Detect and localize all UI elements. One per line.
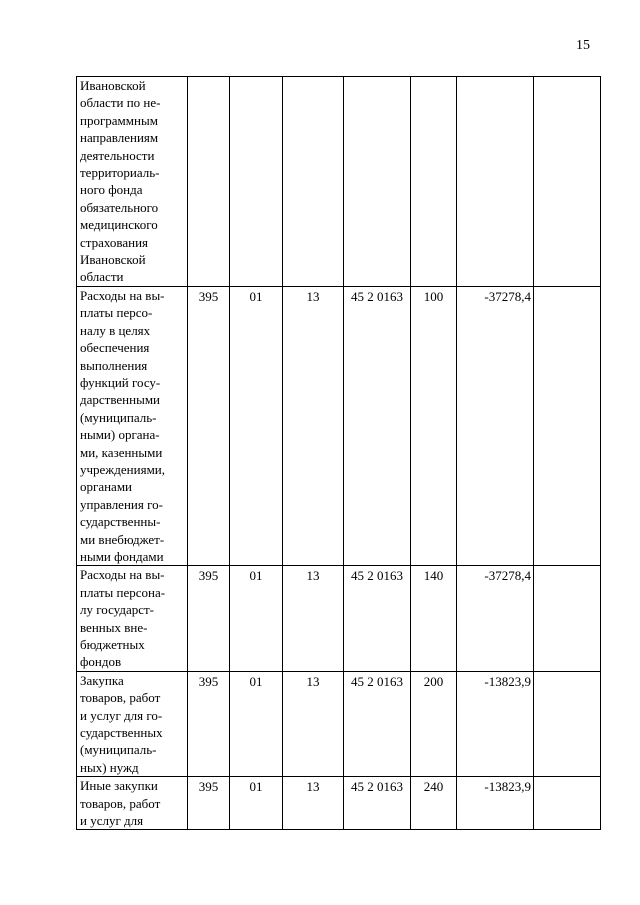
podrazdel-cell: 13 <box>283 566 344 671</box>
item-name-line: налу в целях <box>80 322 151 338</box>
amount-cell: -37278,4 <box>457 286 534 566</box>
item-name-line: обеспечения <box>80 340 150 356</box>
podrazdel-cell: 13 <box>283 671 344 776</box>
table-row <box>77 77 601 287</box>
item-name-line: Иные закупки <box>80 778 158 794</box>
ved-code-cell <box>188 77 230 287</box>
amount-cell: -37278,4 <box>457 566 534 671</box>
amount-cell: -13823,9 <box>457 671 534 776</box>
item-name-line: направлениям <box>80 130 159 146</box>
item-name-line: товаров, работ <box>80 690 161 706</box>
target-article-cell: 45 2 0163 <box>344 777 411 830</box>
item-name-line: учреждениями, <box>80 461 166 477</box>
item-name-line: программным <box>80 112 158 128</box>
expense-type-cell: 200 <box>411 671 457 776</box>
item-name-line: сударственных <box>80 725 163 741</box>
item-name-line: обязательного <box>80 199 159 215</box>
empty-cell <box>534 566 601 671</box>
item-name-cell <box>77 671 188 776</box>
item-name-line: сударственны- <box>80 514 161 530</box>
item-name-line: ных) нужд <box>80 759 139 775</box>
item-name-line: (муниципаль- <box>80 409 157 425</box>
item-name-line: и услуг для <box>80 813 144 829</box>
item-name-line: выполнения <box>80 357 148 373</box>
target-article-cell <box>344 77 411 287</box>
empty-cell <box>534 777 601 830</box>
target-article-cell: 45 2 0163 <box>344 566 411 671</box>
item-name-cell <box>77 77 188 287</box>
item-name-line: бюджетных <box>80 637 145 652</box>
amount-cell: -13823,9 <box>457 777 534 830</box>
expense-type-cell: 240 <box>411 777 457 830</box>
expense-type-cell <box>411 77 457 287</box>
item-name-cell <box>77 777 188 830</box>
razdel-cell <box>230 77 283 287</box>
item-name-line: фондов <box>80 654 122 670</box>
item-name-line: товаров, работ <box>80 795 161 811</box>
table-row <box>77 777 601 830</box>
item-name-cell <box>77 566 188 671</box>
target-article-cell: 45 2 0163 <box>344 671 411 776</box>
item-name-line: деятельности <box>80 147 155 163</box>
item-name-line: платы персона- <box>80 584 166 600</box>
table-row <box>77 286 601 566</box>
item-name-line: Закупка <box>80 672 124 688</box>
ved-code-cell: 395 <box>188 286 230 566</box>
item-name-line: органами <box>80 479 133 495</box>
expense-type-cell: 140 <box>411 566 457 671</box>
item-name-line: медицинского <box>80 217 158 233</box>
item-name-line: области <box>80 269 124 285</box>
razdel-cell: 01 <box>230 671 283 776</box>
razdel-cell: 01 <box>230 566 283 671</box>
ved-code-cell: 395 <box>188 777 230 830</box>
item-name-line: Ивановской <box>80 252 146 268</box>
item-name-line: ного фонда <box>80 182 143 198</box>
item-name-line: Ивановской <box>80 78 146 93</box>
item-name-line: ными фондами <box>80 548 164 564</box>
item-name-line: лу государст- <box>80 602 155 618</box>
item-name-line: функций госу- <box>80 374 161 390</box>
item-name-line: платы персо- <box>80 305 153 321</box>
page-number: 15 <box>576 38 590 53</box>
item-name-line: страхования <box>80 234 149 250</box>
empty-cell <box>534 77 601 287</box>
item-name-line: ми внебюджет- <box>80 531 165 547</box>
target-article-cell: 45 2 0163 <box>344 286 411 566</box>
expense-type-cell: 100 <box>411 286 457 566</box>
item-name-line: территориаль- <box>80 165 160 181</box>
item-name-line: области по не- <box>80 95 161 111</box>
item-name-cell <box>77 286 188 566</box>
ved-code-cell: 395 <box>188 566 230 671</box>
empty-cell <box>534 286 601 566</box>
razdel-cell: 01 <box>230 777 283 830</box>
item-name-line: и услуг для го- <box>80 707 163 723</box>
podrazdel-cell: 13 <box>283 286 344 566</box>
podrazdel-cell: 13 <box>283 777 344 830</box>
table-row <box>77 671 601 776</box>
item-name-line: ными) органа- <box>80 427 160 443</box>
table-row <box>77 566 601 671</box>
budget-table <box>76 76 601 830</box>
amount-cell <box>457 77 534 287</box>
item-name-line: (муниципаль- <box>80 742 157 758</box>
ved-code-cell: 395 <box>188 671 230 776</box>
podrazdel-cell <box>283 77 344 287</box>
item-name-line: Расходы на вы- <box>80 287 165 303</box>
razdel-cell: 01 <box>230 286 283 566</box>
empty-cell <box>534 671 601 776</box>
item-name-line: управления го- <box>80 496 163 512</box>
item-name-line: венных вне- <box>80 619 148 635</box>
item-name-line: дарственными <box>80 392 160 408</box>
item-name-line: ми, казенными <box>80 444 163 460</box>
item-name-line: Расходы на вы- <box>80 567 165 583</box>
